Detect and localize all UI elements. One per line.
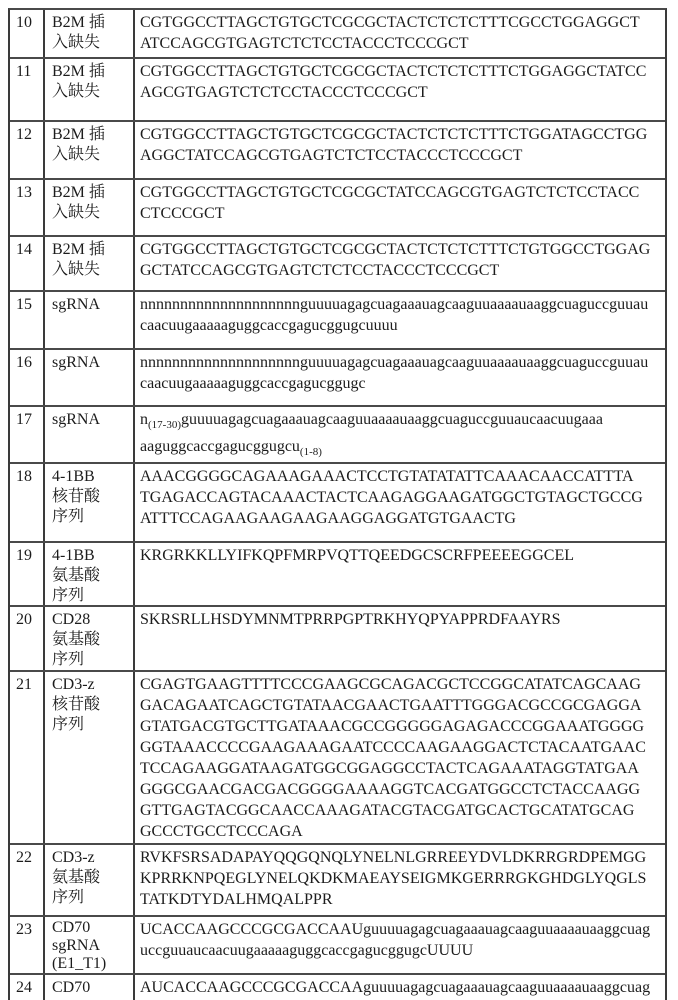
sequence-text-cell [133,180,665,235]
sequence-line: CTCCCGCT [140,205,225,222]
sequence-line: AGCGTGAGTCTCTCCTACCCTCCCGCT [140,84,428,101]
sequence-name-cell [43,180,133,235]
sequence-line: CGTGGCCTTAGCTGTGCTCGCGCTATCCAGCGTGAGTCTCTCCTACC [140,184,640,201]
sequence-name-cell [43,122,133,178]
seq-id-number: 24 [16,979,32,996]
seq-id-number: 21 [16,676,32,693]
sequence-line: AGGCTATCCAGCGTGAGTCTCTCCTACCCTCCCGCT [140,147,523,164]
sequence-line: TGAGACCAGTACAAACTACTCAAGAGGAAGATGGCTGTAGCTGCCG [140,489,643,506]
table-row [10,975,665,1000]
sequence-name-cell [43,292,133,348]
subscript-text: (1-8) [299,446,322,458]
sequence-segment: n [140,411,148,428]
sequence-line: GCCCTGCCTCCCAGA [140,823,303,840]
table-row [10,543,665,607]
sequence-name-line: sgRNA [52,937,101,954]
sequence-name-line: 序列 [52,508,85,525]
sequence-line: CGTGGCCTTAGCTGTGCTCGCGCTACTCTCTCTTTCTGTGGCCTGGAG [140,241,651,258]
sequence-name-line: B2M 插 [52,126,105,143]
sequence-line [140,436,661,462]
sequence-name-line: 4-1BB [52,547,95,564]
sequence-text-cell [133,607,665,670]
sequence-line: SKRSRLLHSDYMNMTPRRPGPTRKHYQPYAPPRDFAAYRS [140,611,561,628]
sequence-name-line: B2M 插 [52,14,105,31]
sequence-line [140,409,661,436]
sequence-name-line: 4-1BB [52,468,95,485]
sequence-name-line: sgRNA [52,296,101,313]
sequence-line: ATCCAGCGTGAGTCTCTCCTACCCTCCCGCT [140,35,469,52]
sequence-name-line: B2M 插 [52,184,105,201]
sequence-name-line: CD70 [52,919,91,936]
seq-id-number: 16 [16,354,32,371]
seq-id-number: 14 [16,241,32,258]
seq-id-number: 13 [16,184,32,201]
sequence-line: CGTGGCCTTAGCTGTGCTCGCGCTACTCTCTCTTTCTGGATAGCCTGG [140,126,648,143]
sequence-name-line: sgRNA [52,411,101,428]
sequence-line: TATKDTYDALHMQALPPR [140,891,333,908]
seq-id-number: 22 [16,849,32,866]
seq-id-number: 23 [16,921,32,938]
sequence-name-line: CD70 [52,979,91,996]
table-row [10,917,665,975]
sequence-text-cell [133,543,665,605]
sequence-name-cell [43,10,133,57]
sequence-line: CGTGGCCTTAGCTGTGCTCGCGCTACTCTCTCTTTCGCCTGGAGGCT [140,14,640,31]
sequence-name-line: 核苷酸 [52,696,101,713]
seq-id-number: 11 [16,63,32,80]
seq-id-number: 19 [16,547,32,564]
sequence-name-line: 氨基酸 [52,567,101,584]
table-row [10,672,665,845]
sequence-name-line: CD3-z [52,676,95,693]
sequence-line: GACAGAATCAGCTGTATAACGAACTGAATTTGGGACGCCGCGAGGA [140,697,642,714]
table-row [10,122,665,180]
sequence-name-cell [43,59,133,120]
sequence-name-line: 氨基酸 [52,869,101,886]
sequence-line: GGTAAACCCCGAAGAAAGAATCCCCAAGAAGGACTCTACAATGAAC [140,739,646,756]
table-row [10,845,665,917]
seq-id-number: 18 [16,468,32,485]
table-row [10,292,665,350]
sequence-name-cell [43,845,133,915]
seq-id-number: 10 [16,14,32,31]
sequence-line: AAACGGGGCAGAAAGAAACTCCTGTATATATTCAAACAACCATTTA [140,468,634,485]
sequence-text-cell [133,672,665,843]
sequence-line: caacuugaaaaaguggcaccgagucggugcuuuu [140,317,398,334]
seq-id-number: 12 [16,126,32,143]
sequence-line: GTTGAGTACGGCAACCAAAGATACGTACGATGCACTGCATATGCAG [140,802,635,819]
sequence-name-cell [43,607,133,670]
sequence-line: uccguuaucaacuugaaaaaguggcaccgagucggugcUUUU [140,942,474,959]
sequence-name-cell [43,350,133,405]
sequence-name-line: 序列 [52,651,85,668]
sequence-name-line: 入缺失 [52,83,101,100]
sequence-name-cell [43,464,133,541]
sequence-name-line: (E1_T1) [52,955,107,972]
sequence-line: GGGCGAACGACGACGGGGAAAAGGTCACGATGGCCTCTACCAAGG [140,781,641,798]
sequence-line: AUCACCAAGCCCGCGACCAAguuuuagagcuagaaauagcaaguuaaaauaaggcuag [140,979,651,996]
sequence-name-cell [43,543,133,605]
sequence-line: caacuugaaaaaguggcaccgagucggugc [140,375,366,392]
sequence-name-cell [43,975,133,1000]
sequence-line: nnnnnnnnnnnnnnnnnnnnguuuuagagcuagaaauagcaaguuaaaauaaggcuaguccguuau [140,296,649,313]
sequence-line: TCCAGAAGGATAAGATGGCGGAGGCCTACTCAGAAATAGGTATGAA [140,760,639,777]
table-row [10,237,665,292]
sequence-name-line: B2M 插 [52,63,105,80]
sequence-text-cell [133,350,665,405]
sequence-text-cell [133,122,665,178]
sequence-line: KPRRKNPQEGLYNELQKDKMAEAYSEIGMKGERRRGKGHDGLYQGLS [140,870,647,887]
sequence-line: ATTTCCAGAAGAAGAAGAAGGAGGATGTGAACTG [140,510,516,527]
table-row [10,607,665,672]
sequence-line: CGTGGCCTTAGCTGTGCTCGCGCTACTCTCTCTTTCTGGAGGCTATCC [140,63,647,80]
table-row [10,10,665,59]
sequence-text-cell [133,845,665,915]
table-row [10,180,665,237]
table-row [10,407,665,464]
sequence-text-cell [133,59,665,120]
seq-id-number: 20 [16,611,32,628]
sequence-name-cell [43,407,133,462]
sequence-name-line: 入缺失 [52,34,101,51]
sequence-name-line: 氨基酸 [52,631,101,648]
sequence-line: UCACCAAGCCCGCGACCAAUguuuuagagcuagaaauagcaaguuaaaauaaggcuag [140,921,651,938]
sequence-name-line: 序列 [52,716,85,733]
seq-id-number: 17 [16,411,32,428]
sequence-name-line: 入缺失 [52,146,101,163]
subscript-text: (17-30) [148,419,181,431]
sequence-line: RVKFSRSADAPAYQQGQNQLYNELNLGRREEYDVLDKRRGRDPEMGG [140,849,647,866]
seq-id-number: 15 [16,296,32,313]
sequence-text-cell [133,237,665,290]
sequence-segment: guuuuagagcuagaaauagcaaguuaaaauaaggcuaguccguuaucaacuugaaa [181,411,603,428]
table-row [10,464,665,543]
sequence-text-cell [133,464,665,541]
sequence-name-line: CD28 [52,611,91,628]
sequence-text-cell [133,10,665,57]
sequence-name-cell [43,672,133,843]
sequence-name-line: 序列 [52,889,85,906]
sequence-name-line: CD3-z [52,849,95,866]
sequence-segment: aaguggcaccgagucggugcu [140,438,300,455]
sequence-name-line: 入缺失 [52,204,101,221]
sequence-line: GCTATCCAGCGTGAGTCTCTCCTACCCTCCCGCT [140,262,500,279]
sequence-text-cell [133,975,665,1000]
sequence-name-line: 核苷酸 [52,488,101,505]
sequence-table [8,8,667,1000]
sequence-name-cell [43,917,133,973]
sequence-text-cell [133,292,665,348]
sequence-name-line: 序列 [52,587,85,604]
table-row [10,59,665,122]
sequence-line: GTATGACGTGCTTGATAAACGCCGGGGGAGAGACCCGGAAATGGGG [140,718,645,735]
sequence-line: KRGRKKLLYIFKQPFMRPVQTTQEEDGCSCRFPEEEEGGCEL [140,547,574,564]
sequence-line: CGAGTGAAGTTTTCCCGAAGCGCAGACGCTCCGGCATATCAGCAAG [140,676,641,693]
sequence-text-cell [133,407,665,462]
sequence-name-line: sgRNA [52,354,101,371]
sequence-name-cell [43,237,133,290]
table-row [10,350,665,407]
sequence-name-line: B2M 插 [52,241,105,258]
sequence-name-line: 入缺失 [52,261,101,278]
sequence-text-cell [133,917,665,973]
sequence-line: nnnnnnnnnnnnnnnnnnnnguuuuagagcuagaaauagcaaguuaaaauaaggcuaguccguuau [140,354,649,371]
